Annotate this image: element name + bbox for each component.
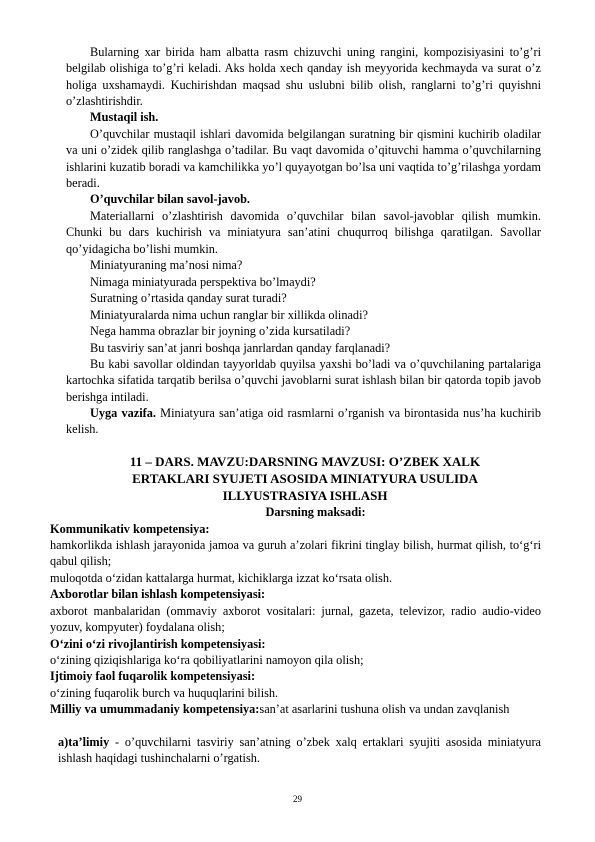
paragraph-savollar-note: Bu kabi savollar oldindan tayyorldab quyilsa yaxshi bo’ladi va o’quvchilaning partalariga kartochka sifatida tarqatib berilsa o’quvchi javoblarni surat ishlash bilan bir qatorda topib javob berishga intiladi. [66,357,541,404]
page-number: 29 [293,794,302,804]
question-item: Bu tasviriy san’at janri boshqa janrlardan qanday farqlanadi? [90,341,391,355]
paragraph-intro: Bularning xar birida ham albatta rasm chizuvchi uning rangini, kompozisiyasini to’g’ri belgilab olishiga to’g’ri keladi. Aks holda xech qanday ish meyyorida kechmayda va surat o’z holiga uxshamaydi. Kuchirishdan maqsad shu uslubni bilib olish, ranglarni to’g’ri quyishni o’zlashtirishdir. [66,45,541,109]
milliy-text: san’at asarlarini tushuna olish va undan zavqlanish [259,702,510,716]
question-item: Suratning o’rtasida qanday surat turadi? [90,291,287,305]
heading-savol-javob: O’quvchilar bilan savol-javob. [90,192,251,206]
heading-mustaqil-ish: Mustaqil ish. [90,110,159,124]
lesson-title-line-3: ILLYUSTRASIYA ISHLASH [222,488,388,503]
paragraph-ozini-rivojlantirish: o‘zining qiziqishlariga ko‘ra qobiliyatlarini namoyon qila olish; [50,653,364,667]
paragraph-talimiy [58,734,541,767]
talimiy-text: - o’quvchilarni tasviriy san’atning o’zbek xalq ertaklari syujiti asosida miniatyura ishlash haqidagi tushinchalarni o’rgatish. [58,735,541,766]
lesson-title-line-2: ERTAKLARI SYUJETI ASOSIDA MINIATYURA USULIDA [132,471,478,486]
question-item: Nega hamma obrazlar bir joyning o’zida kursatiladi? [90,324,351,338]
paragraph-kommunikativ-2: muloqotda o‘zidan kattalarga hurmat, kichiklarga izzat ko‘rsata olish. [50,571,393,585]
paragraph-savol: Materiallarni o’zlashtirish davomida o’quvchilar bilan savol-javoblar qilish mumkin. Chunki bu dars kuchirish va miniatyura san’atini chuqurroq bilishga qaratilgan. Savollar qo’yidagicha bo’lishi mumkin. [66,209,541,256]
question-item: Miniatyuralarda nima uchun ranglar bir xillikda olinadi? [90,308,368,322]
heading-axborot: Axborotlar bilan ishlash kompetensiyasi: [50,587,266,601]
uyga-vazifa-text: Miniatyura san’atiga oid rasmlarni o’rganish va birontasida nus’ha kuchirib kelish. [66,406,542,437]
uyga-vazifa-label: Uyga vazifa. [90,406,156,420]
paragraph-ijtimoiy: o‘zining fuqarolik burch va huquqlarini bilish. [50,686,279,700]
talimiy-label: a)ta’limiy [58,735,110,749]
lesson-title-line-1: 11 – DARS. MAVZU:DARSNING MAVZUSI: O’ZBEK XALK [129,454,481,469]
question-item: Miniatyuraning ma’nosi nima? [90,258,243,272]
heading-kommunikativ: Kommunikativ kompetensiya: [50,522,210,536]
lesson-goal-heading: Darsning maksadi: [265,505,366,519]
question-item: Nimaga miniatyurada perspektiva bo’lmaydi? [90,275,316,289]
paragraph-kommunikativ: hamkorlikda ishlash jarayonida jamoa va guruh a’zolari fikrini tinglay bilish, hurmat qilish, to‘g‘ri qabul qilish; [50,538,541,569]
paragraph-uyga-vazifa [66,405,541,438]
paragraph-axborot: axborot manbalaridan (ommaviy axborot vositalari: jurnal, gazeta, televizor, radio audio-video yozuv, kompyuter) foydalana olish; [50,604,541,635]
paragraph-milliy [50,701,541,717]
milliy-label: Milliy va umummadaniy kompetensiya: [50,702,260,716]
paragraph-mustaqil: O’quvchilar mustaqil ishlari davomida belgilangan suratning bir qismini kuchirib oladilar va uni o’zidek qilib ranglashga o’tadilar. Bu vaqt davomida o’qituvchi hamma o’quvchilarning ishlarini kuzatib boradi va kamchilikka yo’l quyayotgan bo’lsa uni vaqtida to’g’rilashga yordam beradi. [66,127,541,191]
heading-ozini-rivojlantirish: O‘zini o‘zi rivojlantirish kompetensiyasi: [50,637,266,651]
heading-ijtimoiy: Ijtimoiy faol fuqarolik kompetensiyasi: [50,669,256,683]
